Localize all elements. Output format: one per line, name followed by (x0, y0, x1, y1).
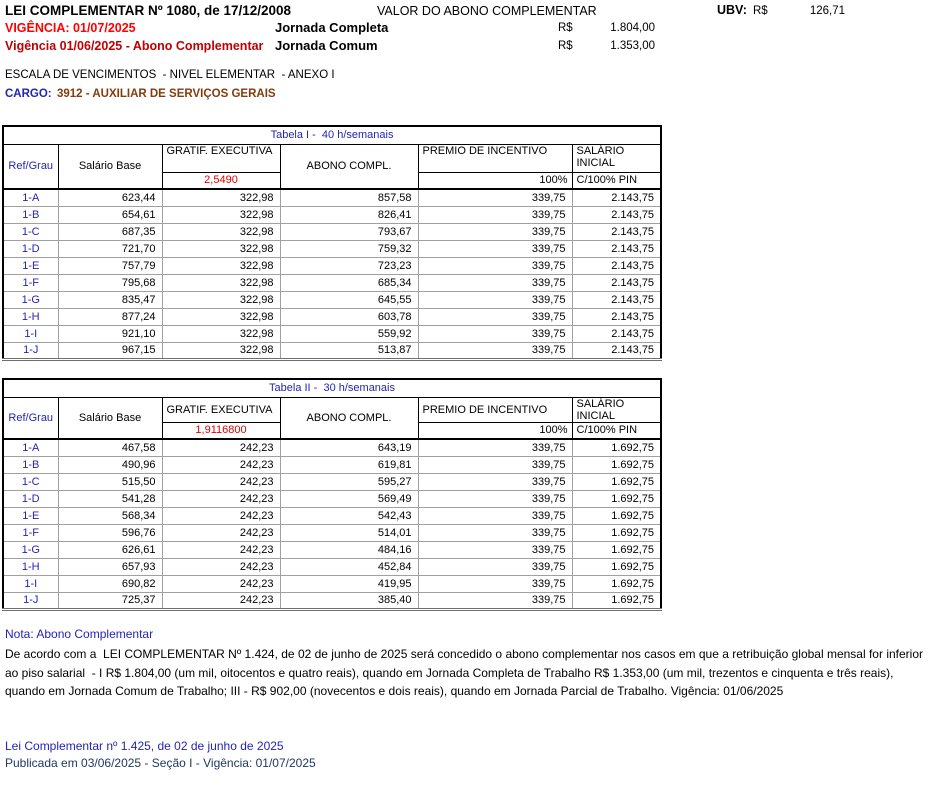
value-cell: 2.143,75 (572, 189, 661, 206)
value-cell: 757,79 (58, 257, 162, 274)
col-header-salario-base: Salário Base (58, 144, 162, 189)
value-cell: 725,37 (58, 592, 162, 609)
value-cell: 921,10 (58, 325, 162, 342)
value-cell: 793,67 (280, 223, 418, 240)
ref-grau-cell: 1-B (3, 206, 58, 223)
note-paragraph (5, 645, 923, 701)
col-header-premio-incentivo: PREMIO DE INCENTIVO (418, 397, 572, 422)
value-cell: 339,75 (418, 456, 572, 473)
table-row (3, 524, 661, 541)
ref-grau-cell: 1-E (3, 257, 58, 274)
value-cell: 242,23 (162, 524, 280, 541)
gratif-factor: 1,9116800 (162, 422, 280, 439)
ref-grau-cell: 1-C (3, 473, 58, 490)
table-title-row (3, 126, 661, 144)
value-cell: 322,98 (162, 342, 280, 359)
value-cell: 2.143,75 (572, 206, 661, 223)
col-header-ref-grau: Ref/Grau (3, 397, 58, 439)
col-header-gratif-executiva: GRATIF. EXECUTIVA (162, 397, 280, 422)
value-cell: 596,76 (58, 524, 162, 541)
ubv-currency: R$ (753, 5, 768, 17)
value-cell: 1.692,75 (572, 541, 661, 558)
ubv-value: 126,71 (809, 5, 845, 17)
value-cell: 339,75 (418, 223, 572, 240)
value-cell: 339,75 (418, 189, 572, 206)
jornada-comum-currency: R$ (558, 40, 573, 52)
value-cell: 687,35 (58, 223, 162, 240)
value-cell: 1.692,75 (572, 558, 661, 575)
table-row (3, 325, 661, 342)
col-header-gratif-executiva: GRATIF. EXECUTIVA (162, 144, 280, 172)
value-cell: 419,95 (280, 575, 418, 592)
value-cell: 467,58 (58, 439, 162, 456)
value-cell: 339,75 (418, 473, 572, 490)
value-cell: 721,70 (58, 240, 162, 257)
value-cell: 339,75 (418, 342, 572, 359)
jornada-completa-value: 1.804,00 (610, 22, 655, 34)
salary-table-30h (2, 378, 662, 611)
ubv-label: UBV: (717, 3, 747, 17)
note-label: Nota: Abono Complementar (5, 627, 154, 641)
value-cell: 595,27 (280, 473, 418, 490)
cargo-value: 3912 - AUXILIAR DE SERVIÇOS GERAIS (57, 88, 276, 100)
value-cell: 339,75 (418, 592, 572, 609)
law-title: LEI COMPLEMENTAR Nº 1080, de 17/12/2008 (5, 3, 292, 18)
table-row (3, 206, 661, 223)
table-header-row (3, 144, 661, 172)
ref-grau-cell: 1-G (3, 291, 58, 308)
escala-line: ESCALA DE VENCIMENTOS - NIVEL ELEMENTAR - ANEXO I (5, 69, 335, 81)
table-row (3, 223, 661, 240)
value-cell: 1.692,75 (572, 490, 661, 507)
ref-grau-cell: 1-I (3, 325, 58, 342)
value-cell: 514,01 (280, 524, 418, 541)
value-cell: 513,87 (280, 342, 418, 359)
jornada-completa-label: Jornada Completa (275, 20, 389, 35)
col-header-ref-grau: Ref/Grau (3, 144, 58, 189)
value-cell: 795,68 (58, 274, 162, 291)
value-cell: 339,75 (418, 240, 572, 257)
value-cell: 568,34 (58, 507, 162, 524)
table-title: Tabela I - 40 h/semanais (3, 126, 661, 144)
table-row (3, 240, 661, 257)
value-cell: 685,34 (280, 274, 418, 291)
table-body-30h (3, 439, 661, 609)
value-cell: 339,75 (418, 206, 572, 223)
cargo-label: CARGO: (5, 88, 52, 100)
ref-grau-cell: 1-E (3, 507, 58, 524)
value-cell: 484,16 (280, 541, 418, 558)
value-cell: 242,23 (162, 507, 280, 524)
value-cell: 2.143,75 (572, 274, 661, 291)
value-cell: 490,96 (58, 456, 162, 473)
value-cell: 242,23 (162, 575, 280, 592)
value-cell: 339,75 (418, 558, 572, 575)
value-cell: 242,23 (162, 558, 280, 575)
value-cell: 619,81 (280, 456, 418, 473)
table-title: Tabela II - 30 h/semanais (3, 379, 661, 397)
value-cell: 242,23 (162, 592, 280, 609)
value-cell: 322,98 (162, 257, 280, 274)
value-cell: 515,50 (58, 473, 162, 490)
footer-lei-1425: Lei Complementar nº 1.425, de 02 de junho de 2025 (5, 739, 284, 753)
ref-grau-cell: 1-A (3, 439, 58, 456)
value-cell: 2.143,75 (572, 342, 661, 359)
value-cell: 569,49 (280, 490, 418, 507)
value-cell: 322,98 (162, 240, 280, 257)
value-cell: 541,28 (58, 490, 162, 507)
value-cell: 339,75 (418, 490, 572, 507)
table-row (3, 507, 661, 524)
value-cell: 1.692,75 (572, 592, 661, 609)
value-cell: 657,93 (58, 558, 162, 575)
table-row (3, 592, 661, 609)
value-cell: 339,75 (418, 291, 572, 308)
gratif-factor: 2,5490 (162, 172, 280, 189)
note-line: ao piso salarial - I R$ 1.804,00 (um mil, oitocentos e quatro reais), quando em Jornada Completa de Trabalho R$ 1.353,00 (um mil, trezentos e cinquenta e três reais), (5, 665, 894, 680)
value-cell: 643,19 (280, 439, 418, 456)
value-cell: 2.143,75 (572, 257, 661, 274)
value-cell: 857,58 (280, 189, 418, 206)
value-cell: 339,75 (418, 575, 572, 592)
value-cell: 759,32 (280, 240, 418, 257)
table-row (3, 274, 661, 291)
value-cell: 1.692,75 (572, 524, 661, 541)
value-cell: 2.143,75 (572, 223, 661, 240)
table-row (3, 291, 661, 308)
value-cell: 339,75 (418, 439, 572, 456)
premio-percent: 100% (418, 422, 572, 439)
jornada-completa-currency: R$ (558, 22, 573, 34)
table-row (3, 558, 661, 575)
value-cell: 690,82 (58, 575, 162, 592)
value-cell: 645,55 (280, 291, 418, 308)
col-header-abono-compl: ABONO COMPL. (280, 144, 418, 189)
value-cell: 1.692,75 (572, 456, 661, 473)
value-cell: 322,98 (162, 308, 280, 325)
value-cell: 835,47 (58, 291, 162, 308)
table-row (3, 342, 661, 359)
value-cell: 242,23 (162, 456, 280, 473)
value-cell: 877,24 (58, 308, 162, 325)
value-cell: 723,23 (280, 257, 418, 274)
table-row (3, 541, 661, 558)
ref-grau-cell: 1-H (3, 558, 58, 575)
value-cell: 242,23 (162, 473, 280, 490)
value-cell: 2.143,75 (572, 325, 661, 342)
value-cell: 2.143,75 (572, 308, 661, 325)
value-cell: 2.143,75 (572, 291, 661, 308)
value-cell: 339,75 (418, 308, 572, 325)
value-cell: 1.692,75 (572, 575, 661, 592)
value-cell: 1.692,75 (572, 507, 661, 524)
value-cell: 242,23 (162, 439, 280, 456)
ref-grau-cell: 1-A (3, 189, 58, 206)
table-row (3, 257, 661, 274)
jornada-comum-value: 1.353,00 (610, 40, 655, 52)
value-cell: 322,98 (162, 274, 280, 291)
value-cell: 242,23 (162, 541, 280, 558)
col-header-salario-inicial: SALÁRIO INICIAL (572, 397, 661, 422)
note-line: quando em Jornada Comum de Trabalho; III - R$ 902,00 (novecentos e dois reais), quando em Jornada Parcial de Trabalho. Vigência: 01/06/2025 (5, 684, 784, 698)
value-cell: 654,61 (58, 206, 162, 223)
value-cell: 339,75 (418, 507, 572, 524)
value-cell: 322,98 (162, 325, 280, 342)
value-cell: 322,98 (162, 223, 280, 240)
salary-table-40h (2, 125, 662, 361)
ref-grau-cell: 1-C (3, 223, 58, 240)
value-cell: 322,98 (162, 189, 280, 206)
table-row (3, 473, 661, 490)
value-cell: 242,23 (162, 490, 280, 507)
value-cell: 626,61 (58, 541, 162, 558)
salario-inicial-sub: C/100% PIN (572, 422, 661, 439)
col-header-salario-inicial: SALÁRIO INICIAL (572, 144, 661, 172)
table-row (3, 439, 661, 456)
abono-section-title: VALOR DO ABONO COMPLEMENTAR (377, 4, 597, 18)
ref-grau-cell: 1-D (3, 240, 58, 257)
value-cell: 322,98 (162, 291, 280, 308)
table-row (3, 575, 661, 592)
ref-grau-cell: 1-F (3, 524, 58, 541)
ref-grau-cell: 1-I (3, 575, 58, 592)
value-cell: 339,75 (418, 524, 572, 541)
ref-grau-cell: 1-G (3, 541, 58, 558)
ref-grau-cell: 1-J (3, 342, 58, 359)
value-cell: 339,75 (418, 325, 572, 342)
value-cell: 1.692,75 (572, 473, 661, 490)
value-cell: 2.143,75 (572, 240, 661, 257)
value-cell: 603,78 (280, 308, 418, 325)
value-cell: 339,75 (418, 274, 572, 291)
value-cell: 826,41 (280, 206, 418, 223)
table-row (3, 490, 661, 507)
vigencia-abono: Vigência 01/06/2025 - Abono Complementar (5, 39, 264, 53)
jornada-comum-label: Jornada Comum (275, 38, 378, 53)
table-title-row (3, 379, 661, 397)
table-header-row (3, 397, 661, 422)
value-cell: 1.692,75 (572, 439, 661, 456)
value-cell: 542,43 (280, 507, 418, 524)
table-row (3, 456, 661, 473)
value-cell: 967,15 (58, 342, 162, 359)
table-row (3, 189, 661, 206)
table-body-40h (3, 189, 661, 359)
value-cell: 339,75 (418, 541, 572, 558)
ref-grau-cell: 1-D (3, 490, 58, 507)
col-header-abono-compl: ABONO COMPL. (280, 397, 418, 439)
col-header-premio-incentivo: PREMIO DE INCENTIVO (418, 144, 572, 172)
table-row (3, 308, 661, 325)
value-cell: 322,98 (162, 206, 280, 223)
footer-publicada: Publicada em 03/06/2025 - Seção I - Vigência: 01/07/2025 (5, 756, 316, 770)
col-header-salario-base: Salário Base (58, 397, 162, 439)
ref-grau-cell: 1-J (3, 592, 58, 609)
vigencia-primary: VIGÊNCIA: 01/07/2025 (5, 21, 136, 35)
value-cell: 452,84 (280, 558, 418, 575)
premio-percent: 100% (418, 172, 572, 189)
ref-grau-cell: 1-H (3, 308, 58, 325)
ref-grau-cell: 1-B (3, 456, 58, 473)
value-cell: 339,75 (418, 257, 572, 274)
value-cell: 559,92 (280, 325, 418, 342)
note-line: De acordo com a LEI COMPLEMENTAR Nº 1.424, de 02 de junho de 2025 será concedido o abono complementar nos casos em que a retribuição global mensal for inferior (5, 647, 923, 661)
value-cell: 385,40 (280, 592, 418, 609)
ref-grau-cell: 1-F (3, 274, 58, 291)
salario-inicial-sub: C/100% PIN (572, 172, 661, 189)
value-cell: 623,44 (58, 189, 162, 206)
